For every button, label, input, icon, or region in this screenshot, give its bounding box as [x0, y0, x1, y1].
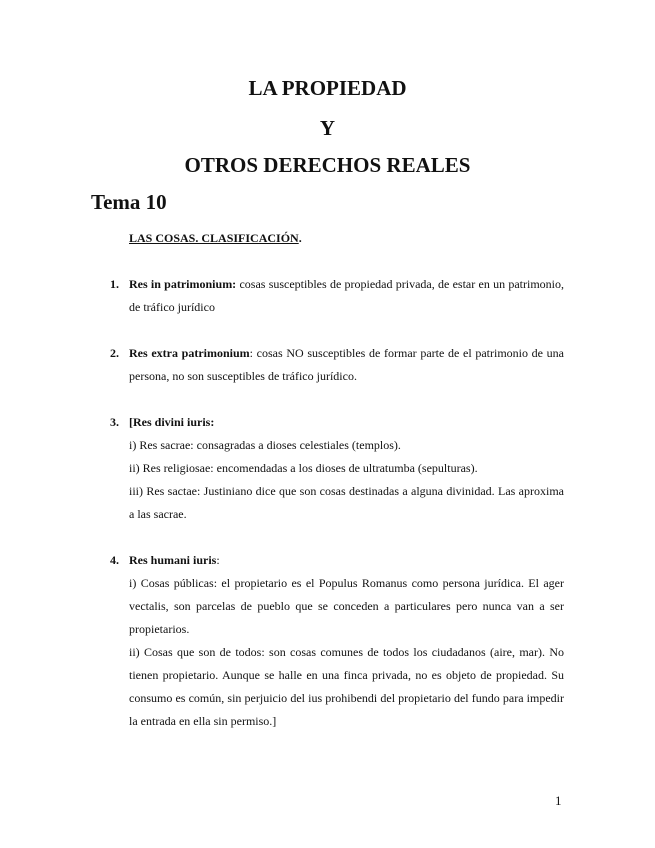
- list-item-res-extra-patrimonium: [110, 342, 564, 388]
- item-line: ii) Res religiosae: encomendadas a los dioses de ultratumba (sepulturas).: [129, 461, 478, 475]
- page-number: 1: [555, 793, 562, 808]
- item-line: ii) Cosas que son de todos: son cosas comunes de todos los ciudadanos (aire, mar). No tienen propietario. Aunque se halle en una finca privada, no es objeto de propiedad. Su consumo es común, sin perjuicio del ius prohibendi del propietario del fundo para impedir la entrada en ella sin permiso.]: [129, 645, 564, 728]
- section-subtitle-punct: .: [298, 231, 302, 245]
- item-number: 3.: [110, 415, 119, 429]
- title-line-1: LA PROPIEDAD: [248, 76, 407, 100]
- item-paragraph: [129, 273, 564, 319]
- title-line-2: Y: [319, 116, 336, 140]
- item-line: i) Cosas públicas: el propietario es el Populus Romanus como persona jurídica. El ager vectalis, son parcelas de pueblo que se conceden a particulares pero nunca van a ser propietarios.: [129, 576, 564, 636]
- section-subtitle-text: LAS COSAS. CLASIFICACIÓN: [129, 231, 299, 245]
- item-term: [Res divini iuris:: [129, 415, 215, 429]
- item-line: i) Res sacrae: consagradas a dioses celestiales (templos).: [129, 438, 401, 452]
- item-term-suffix: :: [216, 553, 220, 567]
- item-number: 1.: [110, 277, 119, 291]
- item-text: : cosas NO susceptibles de formar parte de el patrimonio de una persona, no son susceptibles de tráfico jurídico.: [129, 346, 564, 383]
- item-paragraph: [129, 342, 564, 388]
- title-line-3: OTROS DERECHOS REALES: [184, 153, 471, 177]
- section-subtitle: [129, 230, 302, 246]
- item-heading: [129, 549, 564, 572]
- list-item-res-divini-iuris: [110, 411, 564, 526]
- item-term: Res extra patrimonium: [129, 346, 250, 360]
- item-term: Res humani iuris: [129, 553, 217, 567]
- item-line: iii) Res sactae: Justiniano dice que son cosas destinadas a alguna divinidad. Las aproxima a las sacrae.: [129, 484, 564, 521]
- item-term: Res in patrimonium:: [129, 277, 237, 291]
- item-number: 4.: [110, 553, 119, 567]
- item-number: 2.: [110, 346, 119, 360]
- chapter-heading: Tema 10: [91, 190, 167, 214]
- item-text: cosas susceptibles de propiedad privada, de estar en un patrimonio, de tráfico jurídico: [129, 277, 564, 314]
- list-item-res-in-patrimonium: [110, 273, 564, 319]
- list-item-res-humani-iuris: [110, 549, 564, 733]
